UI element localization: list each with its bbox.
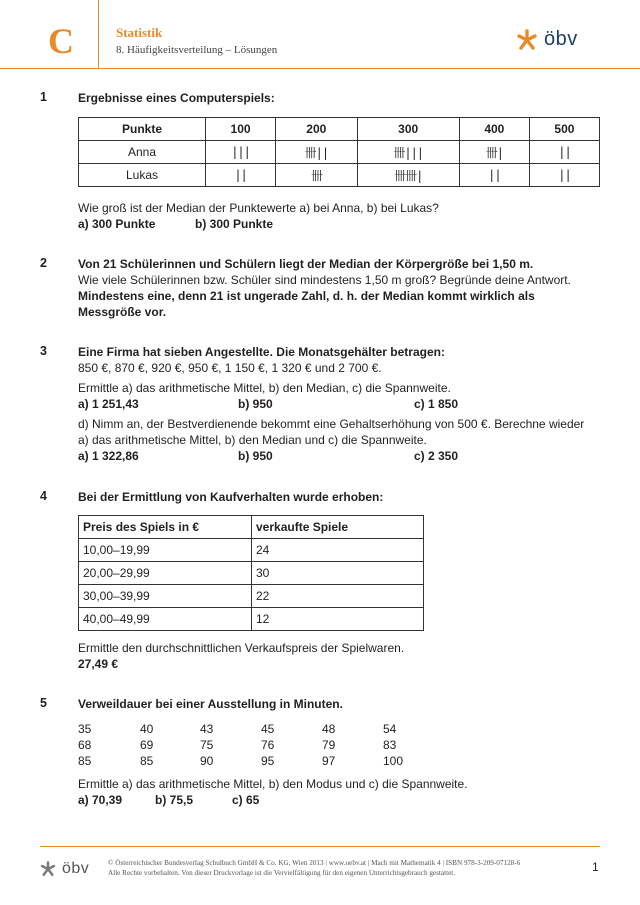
rights-line: Alle Rechte vorbehalten. Von dieser Druckvorlage ist die Vervielfältigung für den eigenen Unterrichtsgebrauch gestattet. (108, 869, 456, 877)
footer-logo (40, 860, 89, 878)
header-divider (98, 0, 99, 68)
table-header: 400 (459, 118, 529, 141)
value-cell: 90 (200, 754, 214, 768)
table-cell: 24 (252, 539, 424, 562)
answer-c: c) 1 850 (414, 397, 459, 411)
tally-cell: 卌| (459, 141, 529, 164)
value-cell: 68 (78, 738, 92, 752)
table-cell: 20,00–29,99 (79, 562, 252, 585)
task-number: 3 (40, 344, 47, 358)
value-cell: 45 (261, 722, 275, 736)
answer-c: c) 65 (232, 793, 260, 807)
table-row (79, 141, 600, 164)
copyright-notice (108, 858, 568, 878)
header-rule (0, 68, 640, 69)
table-header: 200 (276, 118, 357, 141)
table-cell: 22 (252, 585, 424, 608)
table-row (79, 585, 424, 608)
tally-cell: || (529, 164, 599, 187)
table-row (79, 164, 600, 187)
answer-a: a) 300 Punkte (78, 217, 156, 231)
task-number: 2 (40, 256, 47, 270)
value-cell: 79 (322, 738, 336, 752)
section-title: Statistik (116, 25, 163, 40)
table-row (79, 608, 424, 631)
chapter-letter: C (48, 21, 74, 61)
task-question: d) Nimm an, der Bestverdienende bekommt eine Gehaltserhöhung von 500 €. Berechne wieder a) das arithmetische Mittel, b) den Median und c) die Spannweite. (78, 417, 585, 447)
task-title: Ergebnisse eines Computerspiels: (78, 91, 275, 105)
value-cell: 54 (383, 722, 397, 736)
tally-cell: ||| (206, 141, 276, 164)
value-cell: 40 (140, 722, 154, 736)
page-number: 1 (592, 860, 599, 874)
logo-wordmark: öbv (544, 28, 578, 50)
value-cell: 85 (140, 754, 154, 768)
value-cell: 100 (383, 754, 404, 768)
table-cell: 40,00–49,99 (79, 608, 252, 631)
value-cell: 69 (140, 738, 154, 752)
task-question: Wie viele Schülerinnen bzw. Schüler sind mindestens 1,50 m groß? Begründe deine Antwort. (78, 273, 571, 287)
tally-cell: 卌卌| (357, 164, 459, 187)
table-header: 100 (206, 118, 276, 141)
value-cell: 85 (78, 754, 92, 768)
tally-cell: || (206, 164, 276, 187)
price-table (78, 515, 424, 631)
answer-c: c) 2 350 (414, 449, 459, 463)
value-cell: 97 (322, 754, 336, 768)
player-name: Anna (79, 141, 206, 164)
value-cell: 75 (200, 738, 214, 752)
copyright-line: © Österreichischer Bundesverlag Schulbuch GmbH & Co. KG, Wien 2013 | www.oebv.at | Mach mit Mathematik 4 | ISBN 978-3-209-07128-6 (108, 859, 521, 867)
task-question: Ermittle a) das arithmetische Mittel, b) den Median, c) die Spannweite. (78, 381, 451, 395)
task-number: 1 (40, 90, 47, 104)
task-number: 5 (40, 696, 47, 710)
table-cell: 30 (252, 562, 424, 585)
task-title: Verweildauer bei einer Ausstellung in Minuten. (78, 697, 343, 711)
task-title: Eine Firma hat sieben Angestellte. Die Monatsgehälter betragen: (78, 345, 445, 359)
value-cell: 83 (383, 738, 397, 752)
value-cell: 76 (261, 738, 275, 752)
score-table (78, 117, 600, 187)
task-title: Bei der Ermittlung von Kaufverhalten wurde erhoben: (78, 490, 384, 504)
answer-b: b) 75,5 (155, 793, 194, 807)
table-cell: 30,00–39,99 (79, 585, 252, 608)
table-header: Punkte (79, 118, 206, 141)
table-row (79, 539, 424, 562)
table-header: 300 (357, 118, 459, 141)
answer-a: a) 1 322,86 (78, 449, 139, 463)
table-header-row (79, 516, 424, 539)
salary-values: 850 €, 870 €, 920 €, 950 €, 1 150 €, 1 320 € und 2 700 €. (78, 361, 382, 375)
table-cell: 12 (252, 608, 424, 631)
answer-b: b) 950 (238, 397, 273, 411)
table-row (79, 562, 424, 585)
tally-cell: 卌 (276, 164, 357, 187)
tally-cell: || (459, 164, 529, 187)
section-subtitle: 8. Häufigkeitsverteilung – Lösungen (116, 44, 278, 56)
logo-wordmark: öbv (62, 860, 90, 877)
player-name: Lukas (79, 164, 206, 187)
task-number: 4 (40, 489, 47, 503)
value-cell: 35 (78, 722, 92, 736)
tally-cell: || (529, 141, 599, 164)
table-cell: 10,00–19,99 (79, 539, 252, 562)
asterisk-logo-icon (40, 861, 56, 877)
table-header: verkaufte Spiele (252, 516, 424, 539)
answer-a: a) 1 251,43 (78, 397, 139, 411)
publisher-logo (516, 28, 578, 51)
task-answer: 27,49 € (78, 657, 119, 671)
value-cell: 48 (322, 722, 336, 736)
answer-a: a) 70,39 (78, 793, 123, 807)
task-question: Ermittle a) das arithmetische Mittel, b) den Modus und c) die Spannweite. (78, 777, 468, 791)
table-header: 500 (529, 118, 599, 141)
value-cell: 95 (261, 754, 275, 768)
table-header-row (79, 118, 600, 141)
answer-b: b) 950 (238, 449, 273, 463)
task-question: Ermittle den durchschnittlichen Verkaufspreis der Spielwaren. (78, 641, 405, 655)
footer-rule (40, 846, 600, 847)
tally-cell: 卌|| (276, 141, 357, 164)
task-title: Von 21 Schülerinnen und Schülern liegt der Median der Körpergröße bei 1,50 m. (78, 257, 534, 271)
asterisk-logo-icon (516, 29, 538, 51)
value-cell: 43 (200, 722, 214, 736)
table-header: Preis des Spiels in € (79, 516, 252, 539)
task-question: Wie groß ist der Median der Punktewerte a) bei Anna, b) bei Lukas? (78, 201, 439, 215)
answer-b: b) 300 Punkte (195, 217, 274, 231)
task-answer: Mindestens eine, denn 21 ist ungerade Zahl, d. h. der Median kommt wirklich als Messgröße vor. (78, 289, 535, 319)
tally-cell: 卌||| (357, 141, 459, 164)
